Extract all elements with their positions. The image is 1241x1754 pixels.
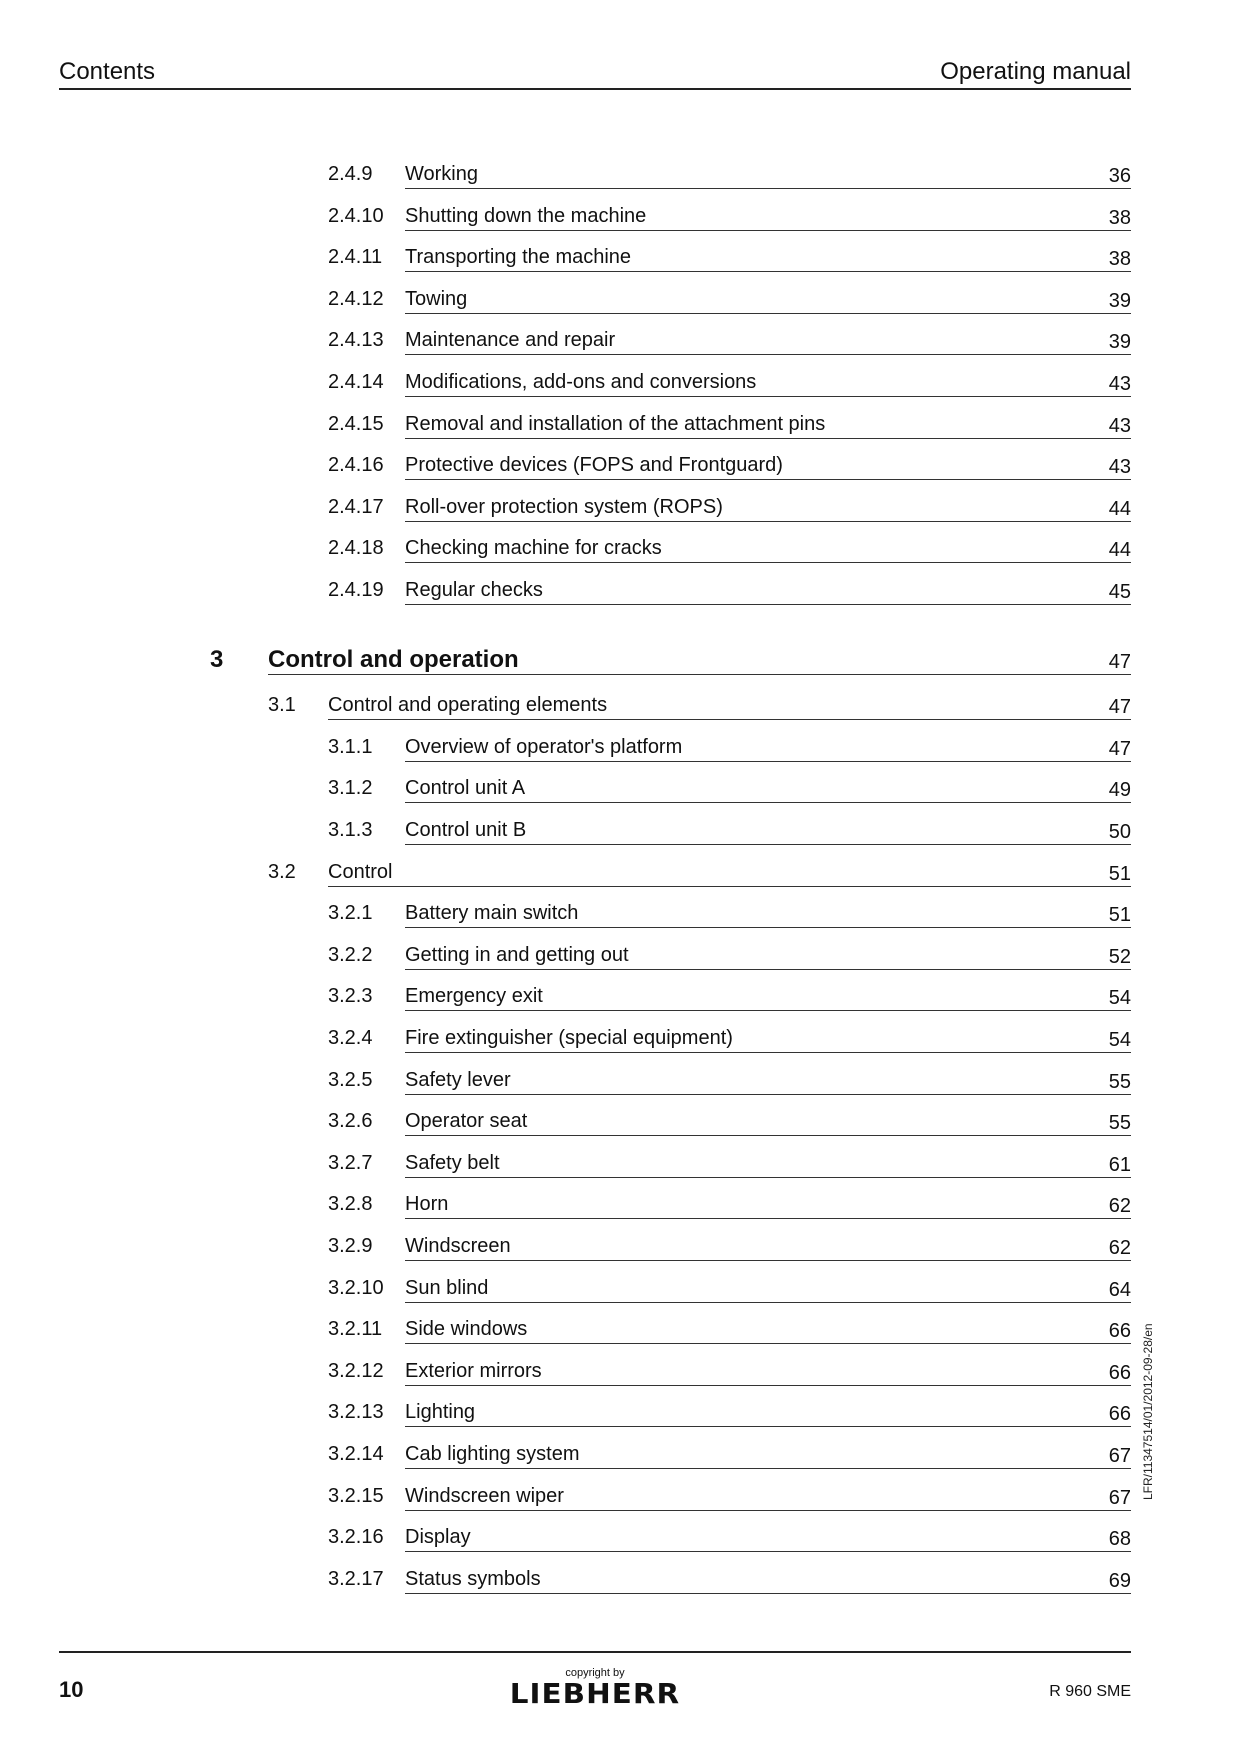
toc-entry-rule — [405, 1190, 1131, 1219]
toc-entry-rule — [405, 243, 1131, 272]
header-document-title: Operating manual — [940, 58, 1131, 85]
toc-entry-number: 3.2.12 — [328, 1359, 384, 1382]
toc-entry[interactable] — [328, 576, 1131, 604]
toc-entry-rule — [405, 410, 1131, 439]
toc-entry-number: 3.2.17 — [328, 1567, 384, 1590]
toc-entry-number: 2.4.10 — [328, 204, 384, 227]
toc-entry-title: Status symbols — [405, 1567, 541, 1590]
toc-entry[interactable] — [328, 1398, 1131, 1426]
toc-entry-page: 47 — [1108, 650, 1131, 673]
toc-entry-page: 61 — [1108, 1153, 1131, 1176]
toc-entry-number: 2.4.11 — [328, 246, 383, 269]
toc-entry[interactable] — [328, 1190, 1131, 1218]
toc-entry[interactable] — [328, 1315, 1131, 1343]
toc-entry-number: 2.4.9 — [328, 163, 373, 185]
toc-entry-rule — [405, 534, 1131, 563]
toc-entry[interactable] — [328, 243, 1131, 271]
toc-entry[interactable] — [328, 1565, 1131, 1593]
toc-entry-rule — [328, 858, 1131, 887]
toc-entry-number: 3.2.8 — [328, 1193, 373, 1216]
toc-entry[interactable] — [328, 1232, 1131, 1260]
toc-entry-rule — [405, 160, 1131, 189]
toc-entry-title: Side windows — [405, 1318, 528, 1341]
toc-entry-title: Removal and installation of the attachment pins — [405, 412, 826, 435]
toc-entry-number: 3.2.2 — [328, 943, 373, 966]
toc-entry-number: 3.2.1 — [328, 902, 373, 925]
toc-entry-number: 3.2.10 — [328, 1276, 384, 1299]
toc-entry-title: Lighting — [405, 1401, 476, 1424]
toc-entry-number: 2.4.16 — [328, 454, 384, 477]
toc-entry-page: 39 — [1108, 289, 1131, 312]
toc-entry-title: Control and operating elements — [328, 694, 608, 717]
toc-entry[interactable] — [328, 1066, 1131, 1094]
document-code: LFR/11347514/01/2012-09-28/en — [1141, 1323, 1155, 1500]
toc-entry[interactable] — [328, 160, 1131, 188]
toc-entry-rule — [405, 941, 1131, 970]
toc-entry[interactable] — [268, 691, 1131, 719]
toc-entry-number: 2.4.12 — [328, 287, 384, 310]
toc-entry-rule — [405, 1107, 1131, 1136]
toc-entry-rule — [405, 493, 1131, 522]
toc-entry-rule — [405, 1440, 1131, 1469]
toc-entry-rule — [405, 368, 1131, 397]
toc-entry-rule — [405, 816, 1131, 845]
toc-entry-title: Checking machine for cracks — [405, 537, 662, 560]
toc-entry-page: 66 — [1108, 1320, 1131, 1343]
page-footer — [59, 1651, 1131, 1713]
toc-entry[interactable] — [328, 816, 1131, 844]
toc-entry-page: 50 — [1108, 821, 1131, 843]
toc-entry-title: Working — [405, 163, 478, 185]
toc-entry-rule — [405, 1066, 1131, 1095]
toc-entry-title: Modifications, add-ons and conversions — [405, 371, 757, 393]
toc-entry-number: 3.2.11 — [328, 1318, 383, 1341]
toc-entry[interactable] — [268, 858, 1131, 886]
toc-entry-rule — [405, 576, 1131, 605]
toc-entry-number: 3.1 — [268, 694, 296, 717]
toc-entry[interactable] — [328, 899, 1131, 927]
toc-entry-page: 55 — [1108, 1070, 1131, 1093]
toc-entry-page: 66 — [1108, 1361, 1131, 1384]
toc-entry[interactable] — [210, 646, 1131, 674]
toc-entry-number: 3.2.16 — [328, 1526, 384, 1549]
toc-entry-number: 3.2.15 — [328, 1484, 384, 1507]
toc-entry[interactable] — [328, 202, 1131, 230]
toc-entry-page: 64 — [1108, 1278, 1131, 1301]
toc-entry-title: Operator seat — [405, 1110, 528, 1133]
toc-entry[interactable] — [328, 285, 1131, 313]
toc-entry-title: Towing — [405, 287, 468, 310]
toc-entry-title: Shutting down the machine — [405, 204, 647, 227]
toc-entry-title: Protective devices (FOPS and Frontguard) — [405, 454, 783, 477]
toc-entry-rule — [405, 982, 1131, 1011]
toc-entry-number: 3.2.7 — [328, 1151, 373, 1174]
toc-entry-rule — [405, 899, 1131, 928]
toc-entry-number: 3 — [210, 645, 224, 673]
toc-entry-page: 47 — [1108, 696, 1131, 719]
toc-entry[interactable] — [328, 493, 1131, 521]
header-section-title: Contents — [59, 58, 156, 85]
toc-entry-page: 44 — [1108, 497, 1131, 520]
toc-entry[interactable] — [328, 1482, 1131, 1510]
toc-entry-number: 2.4.17 — [328, 495, 384, 518]
toc-entry-page: 47 — [1108, 737, 1131, 760]
toc-entry[interactable] — [328, 534, 1131, 562]
toc-entry-title: Transporting the machine — [405, 246, 632, 269]
toc-entry-title: Windscreen — [405, 1235, 511, 1257]
toc-entry-page: 55 — [1108, 1112, 1131, 1135]
toc-entry-page: 44 — [1108, 539, 1131, 562]
toc-entry-page: 43 — [1108, 373, 1131, 395]
toc-entry-number: 2.4.15 — [328, 412, 384, 435]
toc-entry-page: 67 — [1108, 1445, 1131, 1467]
toc-entry-number: 3.2.13 — [328, 1401, 384, 1424]
page-number: 10 — [59, 1677, 84, 1702]
toc-entry-title: Fire extinguisher (special equipment) — [405, 1027, 733, 1049]
toc-entry-rule — [405, 285, 1131, 314]
toc-entry-rule — [405, 1149, 1131, 1178]
toc-entry-number: 2.4.18 — [328, 537, 384, 560]
toc-entry-rule — [405, 1274, 1131, 1303]
toc-entry-rule — [405, 1357, 1131, 1386]
toc-entry-rule — [405, 1523, 1131, 1552]
toc-entry[interactable] — [328, 1107, 1131, 1135]
toc-entry-page: 38 — [1108, 206, 1131, 229]
toc-entry[interactable] — [328, 451, 1131, 479]
toc-entry-title: Windscreen wiper — [405, 1484, 564, 1507]
toc-entry-rule — [405, 774, 1131, 803]
toc-entry-page: 39 — [1108, 331, 1131, 354]
toc-entry-rule — [405, 1565, 1131, 1594]
toc-entry[interactable] — [328, 1024, 1131, 1052]
toc-entry-page: 51 — [1108, 904, 1131, 927]
toc-entry[interactable] — [328, 733, 1131, 761]
toc-entry-number: 3.2 — [268, 860, 296, 883]
toc-entry-page: 43 — [1108, 414, 1131, 437]
toc-entry-page: 68 — [1108, 1528, 1131, 1551]
toc-entry-page: 54 — [1108, 987, 1131, 1010]
toc-entry-page: 51 — [1108, 862, 1131, 885]
toc-entry-title: Regular checks — [405, 579, 543, 601]
toc-entry-rule — [405, 1398, 1131, 1427]
toc-entry-title: Safety lever — [405, 1068, 511, 1091]
toc-entry-title: Emergency exit — [405, 985, 543, 1008]
toc-entry-rule — [405, 202, 1131, 231]
toc-entry-page: 62 — [1108, 1237, 1131, 1259]
toc-entry-rule — [405, 1024, 1131, 1053]
toc-entry-rule — [268, 646, 1131, 675]
toc-entry-page: 69 — [1108, 1569, 1131, 1592]
toc-entry[interactable] — [328, 410, 1131, 438]
toc-entry-rule — [405, 326, 1131, 355]
toc-entry-title: Sun blind — [405, 1276, 489, 1299]
toc-entry[interactable] — [328, 941, 1131, 969]
toc-entry-rule — [405, 1232, 1131, 1261]
logo-wordmark: LIEBHERR — [509, 1677, 681, 1710]
toc-entry-number: 2.4.14 — [328, 371, 384, 393]
toc-entry-number: 3.1.2 — [328, 777, 373, 800]
toc-entry-title: Exterior mirrors — [405, 1359, 542, 1382]
toc-entry[interactable] — [328, 1523, 1131, 1551]
toc-entry-rule — [405, 451, 1131, 480]
toc-entry-page: 62 — [1108, 1195, 1131, 1218]
toc-entry-page: 66 — [1108, 1403, 1131, 1426]
toc-entry-rule — [328, 691, 1131, 720]
toc-entry-page: 54 — [1108, 1029, 1131, 1051]
toc-entry-page: 45 — [1108, 581, 1131, 603]
toc-entry-page: 38 — [1108, 248, 1131, 271]
toc-entry-number: 3.1.3 — [328, 819, 373, 841]
toc-entry-title: Control and operation — [268, 645, 519, 673]
toc-entry[interactable] — [328, 774, 1131, 802]
toc-entry-title: Roll-over protection system (ROPS) — [405, 495, 723, 518]
toc-entry-title: Horn — [405, 1193, 449, 1216]
toc-entry[interactable] — [328, 368, 1131, 396]
toc-entry[interactable] — [328, 1357, 1131, 1385]
toc-entry-title: Battery main switch — [405, 902, 579, 925]
toc-entry-number: 3.2.6 — [328, 1110, 373, 1133]
toc-entry-title: Cab lighting system — [405, 1443, 580, 1465]
toc-entry-number: 3.2.3 — [328, 985, 373, 1008]
toc-entry[interactable] — [328, 1149, 1131, 1177]
toc-entry-title: Getting in and getting out — [405, 943, 629, 966]
toc-entry-rule — [405, 1482, 1131, 1511]
copyright-notice: copyright by — [565, 1667, 625, 1679]
toc-entry-page: 49 — [1108, 779, 1131, 802]
toc-entry[interactable] — [328, 1274, 1131, 1302]
toc-entry-page: 36 — [1108, 165, 1131, 187]
toc-entry-title: Maintenance and repair — [405, 329, 616, 352]
toc-entry-title: Display — [405, 1526, 471, 1549]
toc-entry-title: Overview of operator's platform — [405, 735, 683, 758]
toc-entry-page: 67 — [1108, 1486, 1131, 1509]
toc-entry-title: Control — [328, 860, 393, 883]
toc-entry-rule — [405, 1315, 1131, 1344]
toc-entry-number: 3.1.1 — [328, 735, 373, 758]
toc-entry-rule — [405, 733, 1131, 762]
machine-model: R 960 SME — [1049, 1683, 1131, 1700]
toc-entry[interactable] — [328, 326, 1131, 354]
toc-entry-title: Control unit B — [405, 819, 527, 841]
toc-entry[interactable] — [328, 1440, 1131, 1468]
toc-entry-number: 2.4.13 — [328, 329, 384, 352]
toc-entry-number: 2.4.19 — [328, 579, 384, 601]
toc-entry[interactable] — [328, 982, 1131, 1010]
toc-entry-page: 52 — [1108, 945, 1131, 968]
liebherr-logo — [505, 1667, 685, 1709]
toc-entry-number: 3.2.9 — [328, 1235, 373, 1257]
toc-entry-page: 43 — [1108, 456, 1131, 479]
toc-entry-number: 3.2.5 — [328, 1068, 373, 1091]
toc-entry-number: 3.2.14 — [328, 1443, 384, 1465]
toc-entry-title: Control unit A — [405, 777, 526, 800]
toc-entry-number: 3.2.4 — [328, 1027, 373, 1049]
toc-entry-title: Safety belt — [405, 1151, 500, 1174]
